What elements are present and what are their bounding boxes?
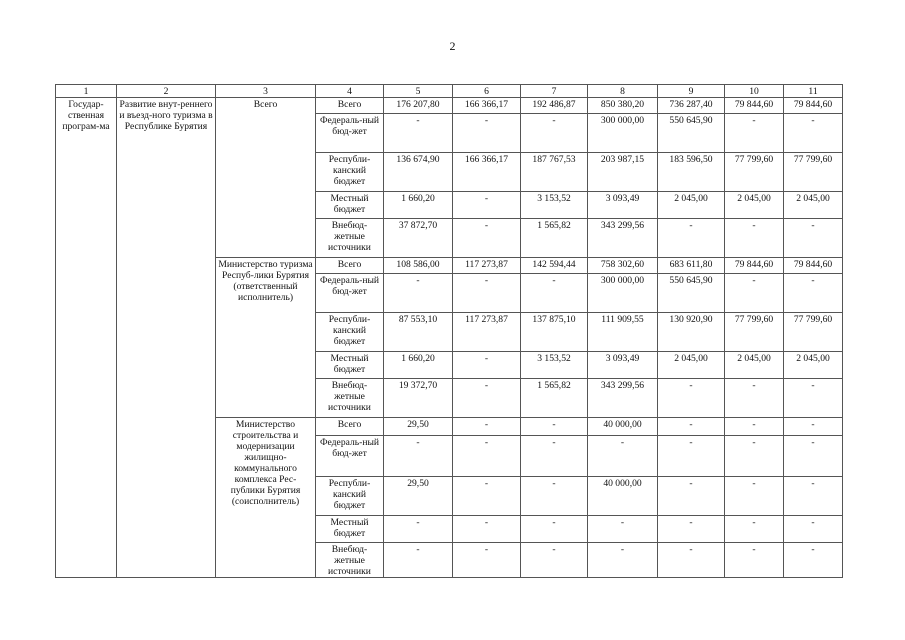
amount-cell: 77 799,60	[725, 313, 784, 352]
funding-source-cell: Внебюд-жетные источники	[316, 379, 384, 418]
amount-cell: -	[384, 114, 453, 153]
amount-cell: 2 045,00	[784, 352, 843, 379]
amount-cell: 79 844,60	[725, 98, 784, 114]
amount-cell: 343 299,56	[588, 379, 658, 418]
header-cell: 1	[56, 85, 117, 98]
amount-cell: -	[521, 114, 588, 153]
header-cell: 8	[588, 85, 658, 98]
amount-cell: -	[784, 477, 843, 516]
amount-cell: -	[521, 516, 588, 543]
amount-cell: 2 045,00	[658, 352, 725, 379]
amount-cell: -	[725, 516, 784, 543]
amount-cell: -	[453, 543, 521, 578]
amount-cell: 758 302,60	[588, 258, 658, 274]
amount-cell: -	[453, 379, 521, 418]
amount-cell: -	[725, 274, 784, 313]
amount-cell: -	[725, 219, 784, 258]
amount-cell: 1 565,82	[521, 219, 588, 258]
amount-cell: -	[453, 192, 521, 219]
header-cell: 11	[784, 85, 843, 98]
funding-source-cell: Федераль-ный бюд-жет	[316, 436, 384, 477]
amount-cell: -	[588, 543, 658, 578]
funding-source-cell: Внебюд-жетные источники	[316, 543, 384, 578]
amount-cell: -	[453, 436, 521, 477]
header-cell: 9	[658, 85, 725, 98]
amount-cell: 1 565,82	[521, 379, 588, 418]
amount-cell: -	[658, 219, 725, 258]
amount-cell: -	[453, 516, 521, 543]
amount-cell: 79 844,60	[784, 258, 843, 274]
amount-cell: -	[453, 352, 521, 379]
amount-cell: -	[588, 436, 658, 477]
amount-cell: 40 000,00	[588, 477, 658, 516]
funding-source-cell: Республи-канский бюджет	[316, 477, 384, 516]
amount-cell: 142 594,44	[521, 258, 588, 274]
header-cell: 4	[316, 85, 384, 98]
amount-cell: 111 909,55	[588, 313, 658, 352]
amount-cell: 137 875,10	[521, 313, 588, 352]
executor-cell: Министерство туризма Респуб-лики Бурятия (ответственный исполнитель)	[216, 258, 316, 418]
amount-cell: 300 000,00	[588, 274, 658, 313]
amount-cell: -	[453, 219, 521, 258]
amount-cell: -	[453, 418, 521, 436]
header-cell: 5	[384, 85, 453, 98]
funding-source-cell: Всего	[316, 418, 384, 436]
program-type-cell: Государ-ственная програм-ма	[56, 98, 117, 578]
amount-cell: -	[784, 114, 843, 153]
amount-cell: -	[784, 379, 843, 418]
amount-cell: 736 287,40	[658, 98, 725, 114]
amount-cell: -	[521, 543, 588, 578]
amount-cell: 40 000,00	[588, 418, 658, 436]
amount-cell: 550 645,90	[658, 114, 725, 153]
funding-source-cell: Местный бюджет	[316, 192, 384, 219]
funding-source-cell: Всего	[316, 98, 384, 114]
amount-cell: -	[784, 219, 843, 258]
amount-cell: 130 920,90	[658, 313, 725, 352]
funding-source-cell: Внебюд-жетные источники	[316, 219, 384, 258]
amount-cell: -	[725, 436, 784, 477]
amount-cell: 192 486,87	[521, 98, 588, 114]
amount-cell: 19 372,70	[384, 379, 453, 418]
amount-cell: -	[521, 418, 588, 436]
header-cell: 2	[117, 85, 216, 98]
amount-cell: 3 153,52	[521, 192, 588, 219]
amount-cell: 2 045,00	[725, 192, 784, 219]
amount-cell: 77 799,60	[784, 153, 843, 192]
amount-cell: 166 366,17	[453, 153, 521, 192]
funding-source-cell: Республи-канский бюджет	[316, 153, 384, 192]
header-cell: 3	[216, 85, 316, 98]
amount-cell: 183 596,50	[658, 153, 725, 192]
amount-cell: 300 000,00	[588, 114, 658, 153]
header-cell: 6	[453, 85, 521, 98]
amount-cell: -	[784, 436, 843, 477]
funding-source-cell: Местный бюджет	[316, 516, 384, 543]
amount-cell: -	[725, 379, 784, 418]
amount-cell: 176 207,80	[384, 98, 453, 114]
amount-cell: -	[658, 477, 725, 516]
amount-cell: -	[725, 543, 784, 578]
amount-cell: 117 273,87	[453, 258, 521, 274]
amount-cell: 550 645,90	[658, 274, 725, 313]
amount-cell: -	[384, 274, 453, 313]
amount-cell: -	[453, 274, 521, 313]
amount-cell: -	[384, 543, 453, 578]
funding-source-cell: Федераль-ный бюд-жет	[316, 114, 384, 153]
budget-table	[55, 84, 843, 578]
amount-cell: 343 299,56	[588, 219, 658, 258]
amount-cell: -	[725, 114, 784, 153]
amount-cell: 1 660,20	[384, 192, 453, 219]
header-cell: 7	[521, 85, 588, 98]
amount-cell: -	[384, 516, 453, 543]
amount-cell: -	[784, 418, 843, 436]
amount-cell: 3 093,49	[588, 352, 658, 379]
amount-cell: -	[658, 379, 725, 418]
amount-cell: 2 045,00	[658, 192, 725, 219]
table-row	[56, 98, 843, 114]
amount-cell: 37 872,70	[384, 219, 453, 258]
amount-cell: 683 611,80	[658, 258, 725, 274]
page-number: 2	[449, 39, 456, 53]
amount-cell: 29,50	[384, 418, 453, 436]
amount-cell: -	[521, 274, 588, 313]
amount-cell: 77 799,60	[784, 313, 843, 352]
amount-cell: -	[784, 516, 843, 543]
funding-source-cell: Местный бюджет	[316, 352, 384, 379]
amount-cell: -	[725, 477, 784, 516]
amount-cell: 2 045,00	[784, 192, 843, 219]
amount-cell: -	[453, 477, 521, 516]
amount-cell: -	[725, 418, 784, 436]
amount-cell: 79 844,60	[784, 98, 843, 114]
amount-cell: -	[384, 436, 453, 477]
program-name-cell: Развитие внут-реннего и въезд-ного туризма в Республике Бурятия	[117, 98, 216, 578]
amount-cell: 117 273,87	[453, 313, 521, 352]
header-cell: 10	[725, 85, 784, 98]
amount-cell: -	[521, 436, 588, 477]
amount-cell: 79 844,60	[725, 258, 784, 274]
executor-cell: Министерство строительства и модернизации жилищно-коммунального комплекса Рес-публики Бурятия (соисполнитель)	[216, 418, 316, 578]
amount-cell: 850 380,20	[588, 98, 658, 114]
amount-cell: -	[784, 274, 843, 313]
amount-cell: 29,50	[384, 477, 453, 516]
amount-cell: 108 586,00	[384, 258, 453, 274]
amount-cell: 166 366,17	[453, 98, 521, 114]
executor-cell: Всего	[216, 98, 316, 258]
amount-cell: 77 799,60	[725, 153, 784, 192]
funding-source-cell: Всего	[316, 258, 384, 274]
amount-cell: -	[658, 418, 725, 436]
header-row	[56, 85, 843, 98]
amount-cell: -	[521, 477, 588, 516]
amount-cell: 1 660,20	[384, 352, 453, 379]
funding-source-cell: Республи-канский бюджет	[316, 313, 384, 352]
amount-cell: -	[453, 114, 521, 153]
amount-cell: 187 767,53	[521, 153, 588, 192]
amount-cell: -	[588, 516, 658, 543]
amount-cell: -	[784, 543, 843, 578]
amount-cell: 203 987,15	[588, 153, 658, 192]
amount-cell: 2 045,00	[725, 352, 784, 379]
amount-cell: -	[658, 543, 725, 578]
amount-cell: -	[658, 436, 725, 477]
amount-cell: 136 674,90	[384, 153, 453, 192]
amount-cell: 3 153,52	[521, 352, 588, 379]
amount-cell: 3 093,49	[588, 192, 658, 219]
amount-cell: -	[658, 516, 725, 543]
funding-source-cell: Федераль-ный бюд-жет	[316, 274, 384, 313]
amount-cell: 87 553,10	[384, 313, 453, 352]
